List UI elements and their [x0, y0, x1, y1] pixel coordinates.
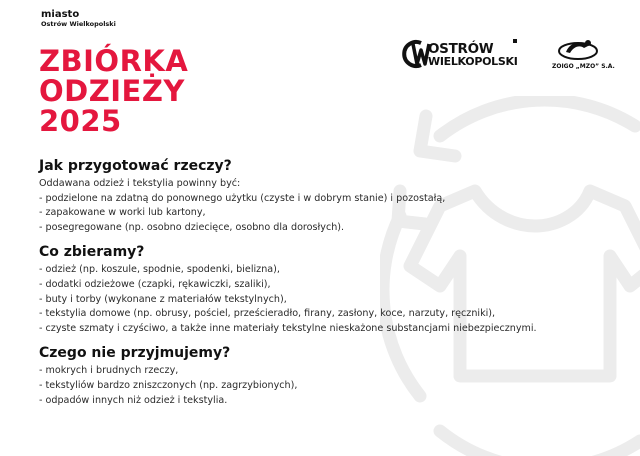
- ostrow-logo-dot: [513, 39, 517, 43]
- list-item: - posegregowane (np. osobno dziecięce, osobno dla dorosłych).: [39, 221, 345, 233]
- section-preparation: [39, 158, 599, 235]
- list-item: - tekstylia domowe (np. obrusy, pościel, prześcieradło, firany, zasłony, koce, narzuty, ręczniki),: [39, 308, 496, 320]
- zoigo-logo-text: ZOIGO „MZO” S.A.: [552, 63, 615, 70]
- list-item: - dodatki odzieżowe (czapki, rękawiczki, szaliki),: [39, 278, 271, 290]
- list-item: - podzielone na zdatną do ponownego użytku (czyste i w dobrym stanie) i pozostałą,: [39, 192, 446, 204]
- section-list: [39, 263, 599, 336]
- list-item: - odzież (np. koszule, spodnie, spodenki, bielizna),: [39, 264, 280, 276]
- section-not-accepted: [39, 345, 599, 408]
- section-heading: Czego nie przyjmujemy?: [39, 345, 231, 362]
- ostrow-logo-line1: OSTRÓW: [428, 41, 494, 57]
- list-item: - odpadów innych niż odzież i tekstylia.: [39, 394, 228, 406]
- list-item: - buty i torby (wykonane z materiałów tekstylnych),: [39, 293, 287, 305]
- zoigo-logo: [548, 38, 618, 72]
- city-name: Ostrów Wielkopolski: [41, 20, 116, 28]
- section-list: [39, 192, 599, 236]
- section-list: [39, 364, 599, 408]
- page-title: [39, 46, 188, 136]
- list-item: - mokrych i brudnych rzeczy,: [39, 365, 179, 377]
- section-heading: Co zbieramy?: [39, 244, 145, 261]
- zoigo-mark-icon: [558, 38, 598, 60]
- section-intro: Oddawana odzież i tekstylia powinny być:: [39, 178, 241, 189]
- section-heading: Jak przygotować rzeczy?: [39, 158, 232, 174]
- city-brand: [41, 10, 116, 28]
- list-item: - zapakowane w worki lub kartony,: [39, 207, 206, 219]
- ostrow-logo-line2: WIELKOPOLSKI: [428, 55, 518, 68]
- info-content: [39, 158, 599, 417]
- title-line-2: ODZIEŻY: [39, 74, 185, 108]
- title-line-3: 2025: [39, 104, 122, 138]
- section-collected: [39, 244, 599, 336]
- list-item: - czyste szmaty i czyściwo, a także inne materiały tekstylne nieskażone substancjami niebezpiecznymi.: [39, 322, 537, 334]
- ostrow-logo: [401, 38, 521, 70]
- title-line-1: ZBIÓRKA: [39, 44, 189, 78]
- city-word: miasto: [41, 9, 80, 20]
- list-item: - tekstyliów bardzo zniszczonych (np. zagrzybionych),: [39, 379, 298, 391]
